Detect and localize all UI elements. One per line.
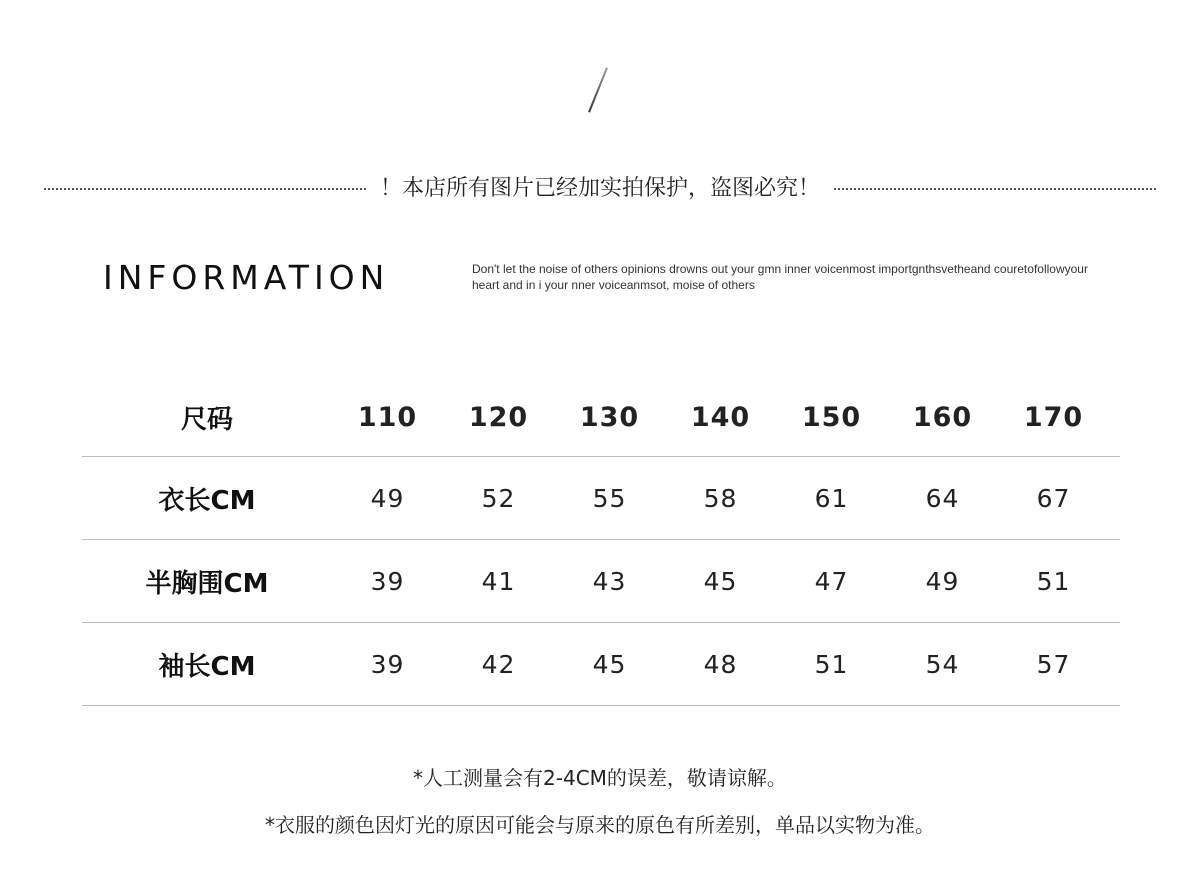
copyright-notice-text: ！本店所有图片已经加实拍保护，盗图必究！	[380, 175, 821, 201]
size-header-cell: 170	[1023, 401, 1084, 433]
table-cell: 47	[814, 566, 849, 596]
size-header-cell: 150	[801, 401, 862, 433]
table-cell: 49	[925, 566, 960, 596]
row-label: 袖长CM	[158, 651, 256, 682]
table-cell: 52	[481, 483, 516, 513]
table-cell: 39	[370, 566, 405, 596]
copyright-notice	[44, 166, 1156, 206]
table-row-length	[82, 457, 1120, 540]
table-cell: 43	[592, 566, 627, 596]
size-header-row	[82, 378, 1120, 457]
table-cell: 41	[481, 566, 516, 596]
information-description: Don't let the noise of others opinions drowns out your gmn inner voicenmost importgnthsvetheand couretofollowyour heart and in i your nner voiceanmsot, moise of others	[472, 262, 1088, 292]
decorative-slash	[588, 67, 608, 112]
table-row-half-chest	[82, 540, 1120, 623]
row-label: 衣长CM	[158, 485, 256, 516]
footnote-measurement-error: *人工测量会有2-4CM的误差，敬请谅解。	[413, 766, 787, 790]
size-header-cell: 120	[468, 401, 529, 433]
footnote-color-difference: *衣服的颜色因灯光的原因可能会与原来的原色有所差别，单品以实物为准。	[265, 813, 935, 837]
table-cell: 45	[592, 649, 627, 679]
table-cell: 45	[703, 566, 738, 596]
table-cell: 57	[1036, 649, 1071, 679]
size-chart-table	[82, 378, 1120, 706]
size-header-cell: 160	[912, 401, 973, 433]
size-header-cell: 110	[357, 401, 418, 433]
size-header-label: 尺码	[180, 404, 233, 435]
table-row-sleeve	[82, 623, 1120, 706]
table-cell: 61	[814, 483, 849, 513]
information-title: INFORMATION	[103, 258, 390, 297]
table-cell: 58	[703, 483, 738, 513]
table-cell: 54	[925, 649, 960, 679]
table-cell: 39	[370, 649, 405, 679]
size-header-cell: 130	[579, 401, 640, 433]
table-cell: 42	[481, 649, 516, 679]
size-header-cell: 140	[690, 401, 751, 433]
dotted-divider-right	[834, 188, 1156, 190]
row-label: 半胸围CM	[145, 568, 269, 599]
dotted-divider-left	[44, 188, 366, 190]
table-cell: 51	[814, 649, 849, 679]
table-cell: 49	[370, 483, 405, 513]
table-cell: 48	[703, 649, 738, 679]
table-cell: 55	[592, 483, 627, 513]
table-cell: 51	[1036, 566, 1071, 596]
table-cell: 64	[925, 483, 960, 513]
table-cell: 67	[1036, 483, 1071, 513]
